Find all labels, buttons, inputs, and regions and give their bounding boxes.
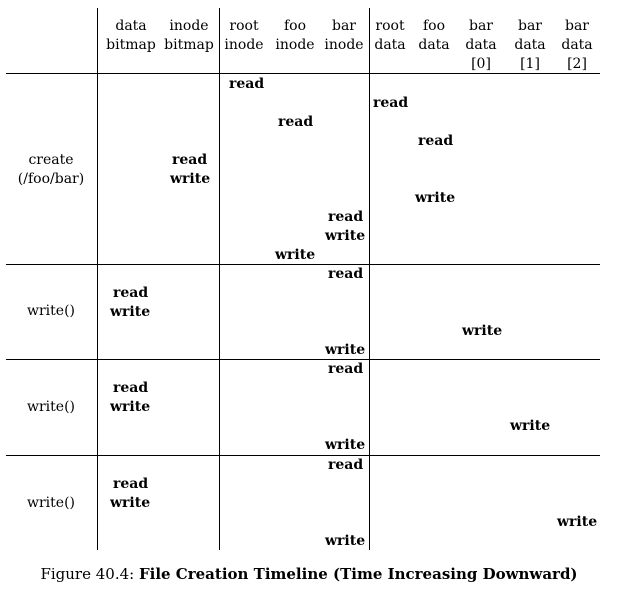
row-label-write-3: write() <box>27 495 75 511</box>
event-create-foo-data-read: read <box>418 133 454 149</box>
event-write2-data-bitmap-write: write <box>110 399 151 415</box>
header-bar-inode-line2: inode <box>324 37 364 53</box>
header-root-data-line2: data <box>374 37 406 53</box>
header-bar-data-1-line1: bar <box>517 18 542 34</box>
row-label-create-path: (/foo/bar) <box>17 171 85 187</box>
event-write1-bar-inode-write: write <box>325 342 366 358</box>
caption-title: File Creation Timeline (Time Increasing Downward) <box>138 565 578 583</box>
header-rule <box>6 73 600 74</box>
event-create-bar-inode-write: write <box>325 228 366 244</box>
header-bar-data-1-line2: data <box>514 37 546 53</box>
event-write1-data-bitmap-read: read <box>113 285 149 301</box>
header-bar-data-0-line3: [0] <box>471 56 491 72</box>
row-label-write-2: write() <box>27 399 75 415</box>
header-bar-data-2-line2: data <box>561 37 593 53</box>
event-write1-data-bitmap-write: write <box>110 304 151 320</box>
header-root-inode-line1: root <box>229 18 259 34</box>
event-create-inode-bitmap-write: write <box>170 171 211 187</box>
header-inode-bitmap-line1: inode <box>169 18 209 34</box>
event-write3-bar-data-2-write: write <box>557 514 598 530</box>
header-data-bitmap-line2: bitmap <box>106 37 156 53</box>
event-write2-bar-data-1-write: write <box>510 418 551 434</box>
section-rule-2 <box>6 359 600 360</box>
section-rule-3 <box>6 455 600 456</box>
event-write3-bar-inode-write: write <box>325 533 366 549</box>
caption-prefix: Figure 40.4: <box>40 565 139 583</box>
column-rule-inodes <box>369 8 370 550</box>
event-create-foo-inode-read: read <box>278 114 314 130</box>
column-rule-labels <box>97 8 98 550</box>
header-bar-data-2-line3: [2] <box>567 56 587 72</box>
event-create-foo-data-write: write <box>415 190 456 206</box>
event-write3-data-bitmap-write: write <box>110 495 151 511</box>
header-root-data-line1: root <box>375 18 405 34</box>
header-bar-data-2-line1: bar <box>564 18 589 34</box>
event-create-root-inode-read: read <box>229 76 265 92</box>
event-create-inode-bitmap-read: read <box>172 152 208 168</box>
header-bar-inode-line1: bar <box>331 18 356 34</box>
event-create-foo-inode-write: write <box>275 247 316 263</box>
header-foo-inode-line2: inode <box>275 37 315 53</box>
header-bar-data-1-line3: [1] <box>520 56 540 72</box>
header-foo-data-line1: foo <box>422 18 446 34</box>
figure-caption <box>0 565 618 583</box>
event-write2-data-bitmap-read: read <box>113 380 149 396</box>
event-write1-bar-data-0-write: write <box>462 323 503 339</box>
row-label-create: create <box>28 152 74 168</box>
header-inode-bitmap-line2: bitmap <box>164 37 214 53</box>
event-write2-bar-inode-write: write <box>325 437 366 453</box>
column-rule-bitmaps <box>219 8 220 550</box>
event-write3-data-bitmap-read: read <box>113 476 149 492</box>
event-create-root-data-read: read <box>373 95 409 111</box>
header-foo-inode-line1: foo <box>283 18 307 34</box>
header-data-bitmap-line1: data <box>115 18 147 34</box>
event-create-bar-inode-read: read <box>328 209 364 225</box>
event-write1-bar-inode-read: read <box>328 266 364 282</box>
header-bar-data-0-line2: data <box>465 37 497 53</box>
event-write2-bar-inode-read: read <box>328 361 364 377</box>
row-label-write-1: write() <box>27 303 75 319</box>
header-foo-data-line2: data <box>418 37 450 53</box>
header-bar-data-0-line1: bar <box>468 18 493 34</box>
header-root-inode-line2: inode <box>224 37 264 53</box>
event-write3-bar-inode-read: read <box>328 457 364 473</box>
section-rule-1 <box>6 264 600 265</box>
